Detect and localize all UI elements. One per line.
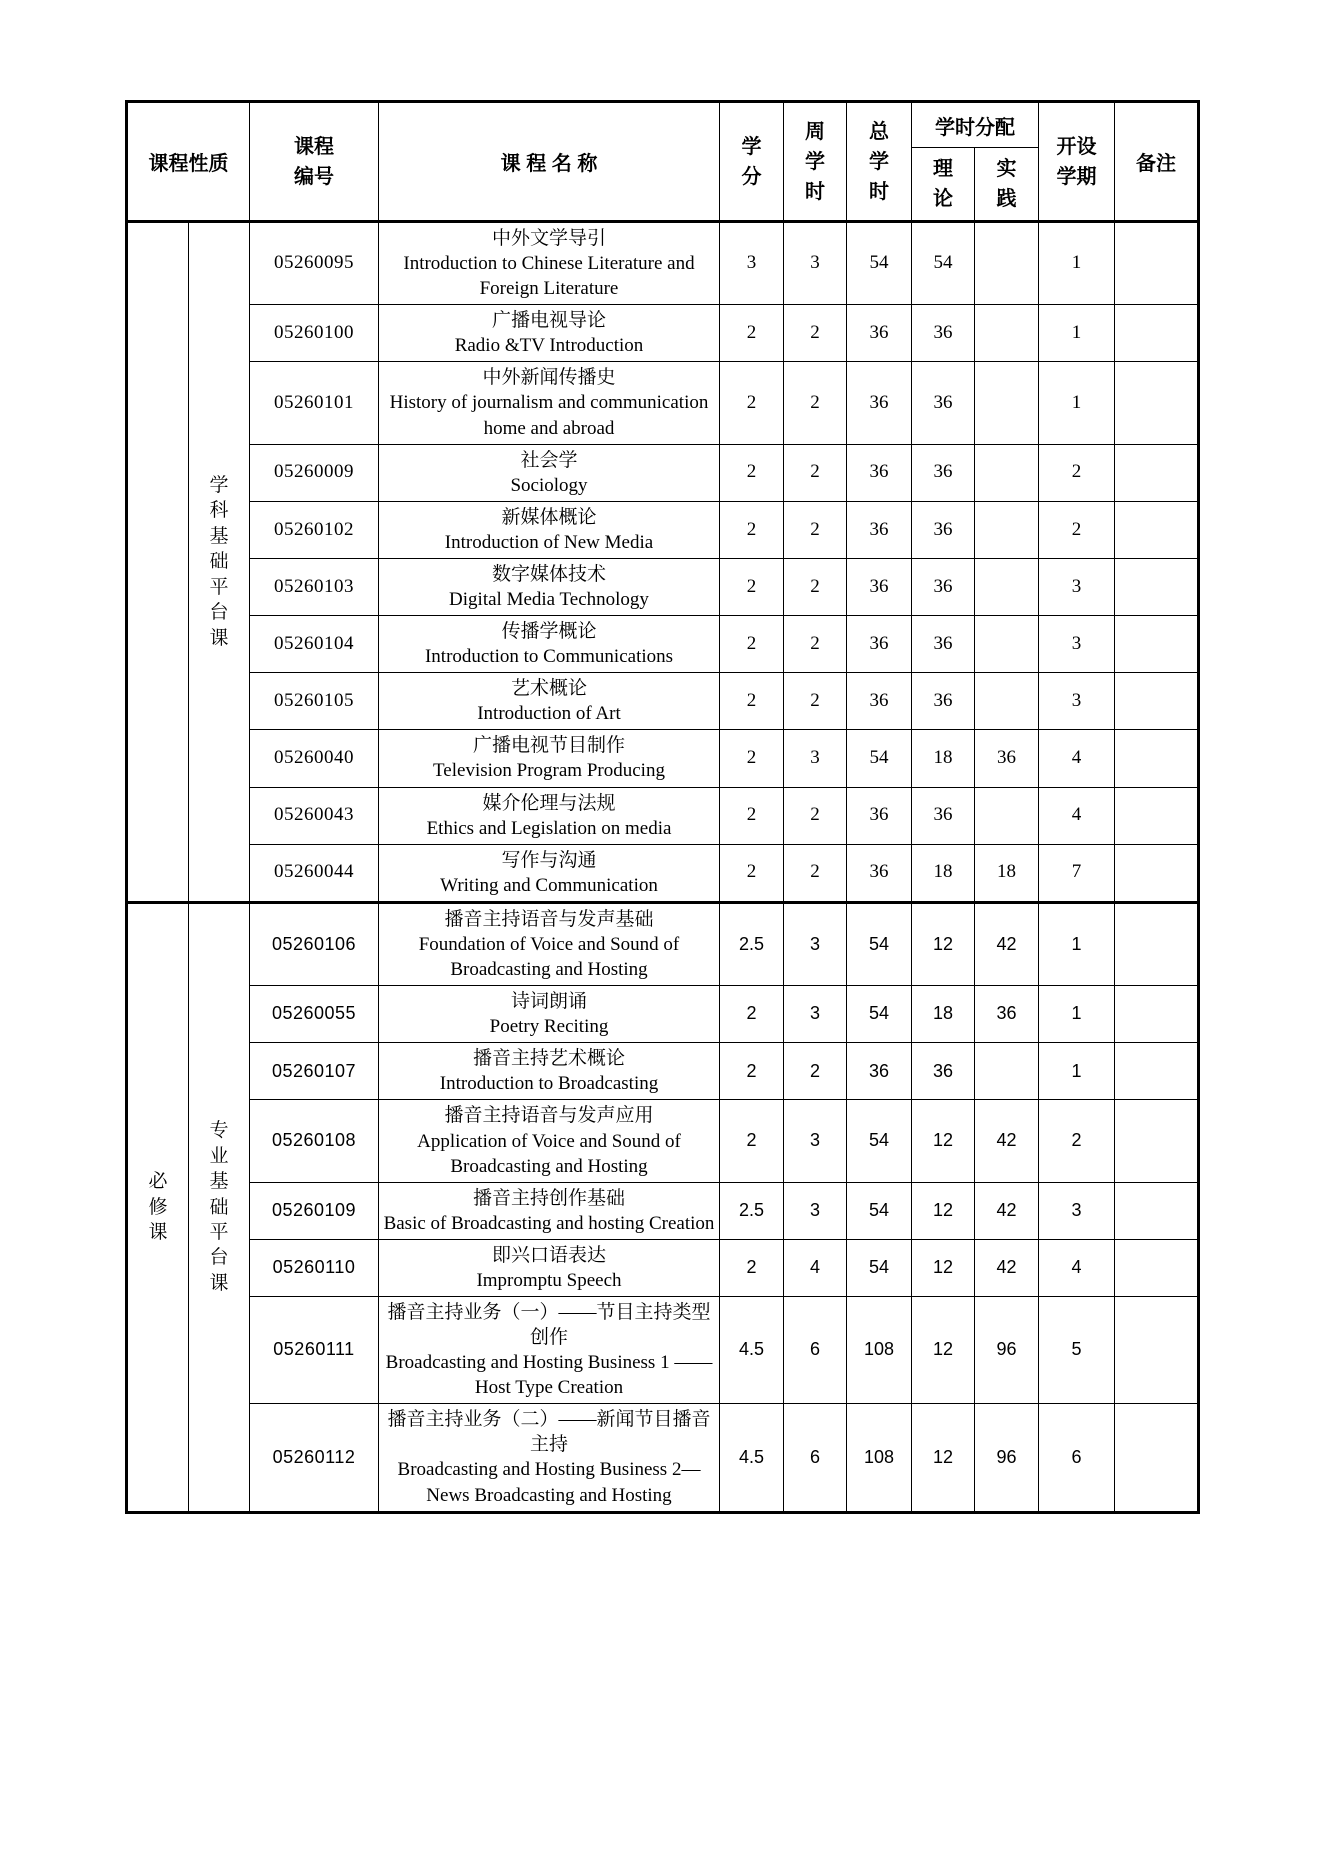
total-hours-cell: 54 — [847, 730, 912, 787]
semester-cell: 3 — [1039, 558, 1115, 615]
remark-cell — [1115, 1182, 1199, 1239]
table-row — [127, 558, 1199, 615]
header-course-nature: 课程性质 — [127, 102, 250, 222]
course-name-cell — [379, 844, 720, 902]
course-code-cell: 05260043 — [250, 787, 379, 844]
course-code-cell: 05260111 — [250, 1296, 379, 1403]
course-nature-cell — [127, 222, 189, 903]
weekly-hours-cell: 2 — [784, 362, 847, 444]
course-name-zh: 播音主持业务（二）——新闻节目播音主持 — [387, 1409, 711, 1456]
weekly-hours-cell: 6 — [784, 1296, 847, 1403]
credits-cell: 2.5 — [720, 902, 784, 985]
total-hours-cell: 36 — [847, 1043, 912, 1100]
total-hours-cell: 36 — [847, 444, 912, 501]
course-name-en: Impromptu Speech — [476, 1269, 622, 1291]
weekly-hours-cell: 2 — [784, 844, 847, 902]
course-name-cell — [379, 1100, 720, 1182]
practice-hours-cell: 96 — [975, 1296, 1039, 1403]
practice-hours-cell: 36 — [975, 986, 1039, 1043]
weekly-hours-cell: 2 — [784, 558, 847, 615]
course-code-cell: 05260107 — [250, 1043, 379, 1100]
credits-cell: 2 — [720, 444, 784, 501]
practice-hours-cell — [975, 787, 1039, 844]
course-name-cell — [379, 1296, 720, 1403]
theory-hours-cell: 36 — [912, 558, 975, 615]
remark-cell — [1115, 1100, 1199, 1182]
practice-hours-cell — [975, 362, 1039, 444]
course-name-cell — [379, 222, 720, 305]
remark-cell — [1115, 558, 1199, 615]
theory-hours-cell: 12 — [912, 902, 975, 985]
course-name-en: Sociology — [510, 474, 588, 496]
total-hours-cell: 36 — [847, 616, 912, 673]
total-hours-cell: 108 — [847, 1296, 912, 1403]
table-row — [127, 1100, 1199, 1182]
course-name-cell — [379, 730, 720, 787]
remark-cell — [1115, 362, 1199, 444]
semester-cell: 5 — [1039, 1296, 1115, 1403]
practice-hours-cell — [975, 616, 1039, 673]
course-name-cell — [379, 1404, 720, 1512]
semester-cell: 4 — [1039, 730, 1115, 787]
table-row — [127, 1043, 1199, 1100]
semester-cell: 1 — [1039, 222, 1115, 305]
course-name-en: Foundation of Voice and Sound of Broadcasting and Hosting — [418, 933, 680, 981]
theory-hours-cell: 12 — [912, 1100, 975, 1182]
total-hours-cell: 54 — [847, 1182, 912, 1239]
course-name-zh: 中外新闻传播史 — [482, 367, 616, 389]
semester-cell: 6 — [1039, 1404, 1115, 1512]
remark-cell — [1115, 1404, 1199, 1512]
weekly-hours-cell: 2 — [784, 305, 847, 362]
theory-hours-cell: 36 — [912, 787, 975, 844]
weekly-hours-cell: 2 — [784, 501, 847, 558]
weekly-hours-cell: 2 — [784, 673, 847, 730]
table-row — [127, 1404, 1199, 1512]
practice-hours-cell — [975, 673, 1039, 730]
course-name-cell — [379, 444, 720, 501]
total-hours-cell: 36 — [847, 673, 912, 730]
course-name-cell — [379, 1239, 720, 1296]
total-hours-cell: 36 — [847, 558, 912, 615]
credits-cell: 2 — [720, 986, 784, 1043]
credits-cell: 2 — [720, 501, 784, 558]
table-row — [127, 444, 1199, 501]
table-row — [127, 787, 1199, 844]
remark-cell — [1115, 444, 1199, 501]
credits-cell: 2.5 — [720, 1182, 784, 1239]
theory-hours-cell: 36 — [912, 501, 975, 558]
course-name-cell — [379, 902, 720, 985]
header-semester: 开设学期 — [1039, 102, 1115, 222]
course-name-cell — [379, 362, 720, 444]
theory-hours-cell: 36 — [912, 1043, 975, 1100]
course-name-zh: 中外文学导引 — [491, 228, 606, 249]
credits-cell: 4.5 — [720, 1296, 784, 1403]
theory-hours-cell: 36 — [912, 616, 975, 673]
remark-cell — [1115, 501, 1199, 558]
remark-cell — [1115, 1296, 1199, 1403]
practice-hours-cell — [975, 305, 1039, 362]
semester-cell: 1 — [1039, 362, 1115, 444]
credits-cell: 2 — [720, 1100, 784, 1182]
credits-cell: 2 — [720, 1043, 784, 1100]
course-name-en: Introduction to Communications — [424, 646, 674, 668]
credits-cell: 2 — [720, 1239, 784, 1296]
credits-cell: 2 — [720, 673, 784, 730]
practice-hours-cell: 42 — [975, 902, 1039, 985]
weekly-hours-cell: 2 — [784, 444, 847, 501]
course-name-en: Introduction of New Media — [444, 531, 654, 553]
practice-hours-cell: 36 — [975, 730, 1039, 787]
weekly-hours-cell: 3 — [784, 222, 847, 305]
semester-cell: 3 — [1039, 673, 1115, 730]
total-hours-cell: 54 — [847, 902, 912, 985]
course-name-en: Radio &TV Introduction — [454, 335, 644, 357]
platform-group-cell — [189, 222, 250, 903]
remark-cell — [1115, 902, 1199, 985]
theory-hours-cell: 36 — [912, 305, 975, 362]
course-name-zh: 播音主持艺术概论 — [472, 1048, 625, 1070]
practice-hours-cell — [975, 1043, 1039, 1100]
table-header — [127, 102, 1199, 222]
table-row — [127, 362, 1199, 444]
header-course-code: 课程编号 — [250, 102, 379, 222]
course-name-zh: 即兴口语表达 — [491, 1244, 606, 1266]
semester-cell: 2 — [1039, 1100, 1115, 1182]
course-code-cell: 05260103 — [250, 558, 379, 615]
course-name-zh: 广播电视导论 — [491, 310, 606, 332]
course-name-zh: 播音主持业务（一）——节目主持类型创作 — [387, 1301, 711, 1349]
semester-cell: 2 — [1039, 444, 1115, 501]
course-name-en: Application of Voice and Sound of Broadcasting and Hosting — [417, 1130, 681, 1177]
table-row — [127, 902, 1199, 985]
course-name-en: Writing and Communication — [440, 874, 658, 896]
course-code-cell: 05260105 — [250, 673, 379, 730]
remark-cell — [1115, 1239, 1199, 1296]
theory-hours-cell: 18 — [912, 730, 975, 787]
weekly-hours-cell: 3 — [784, 1182, 847, 1239]
credits-cell: 2 — [720, 730, 784, 787]
course-name-en: Basic of Broadcasting and hosting Creation — [383, 1212, 715, 1234]
weekly-hours-cell: 4 — [784, 1239, 847, 1296]
course-name-zh: 传播学概论 — [501, 621, 597, 643]
credits-cell: 2 — [720, 362, 784, 444]
total-hours-cell: 54 — [847, 1100, 912, 1182]
course-nature-cell — [127, 902, 189, 1512]
weekly-hours-cell: 2 — [784, 616, 847, 673]
theory-hours-cell: 36 — [912, 362, 975, 444]
course-name-cell — [379, 558, 720, 615]
credits-cell: 4.5 — [720, 1404, 784, 1512]
table-row — [127, 730, 1199, 787]
total-hours-cell: 54 — [847, 986, 912, 1043]
course-code-cell: 05260009 — [250, 444, 379, 501]
remark-cell — [1115, 616, 1199, 673]
header-credits: 学分 — [720, 102, 784, 222]
semester-cell: 4 — [1039, 787, 1115, 844]
course-code-cell: 05260108 — [250, 1100, 379, 1182]
semester-cell: 1 — [1039, 1043, 1115, 1100]
credits-cell: 3 — [720, 222, 784, 305]
course-name-en: Ethics and Legislation on media — [426, 817, 672, 839]
course-name-cell — [379, 1043, 720, 1100]
course-name-zh: 播音主持创作基础 — [472, 1187, 625, 1209]
course-name-en: Digital Media Technology — [449, 589, 649, 611]
course-code-cell: 05260102 — [250, 501, 379, 558]
course-name-en: Introduction of Art — [477, 703, 621, 725]
table-row — [127, 673, 1199, 730]
practice-hours-cell — [975, 558, 1039, 615]
total-hours-cell: 36 — [847, 501, 912, 558]
weekly-hours-cell: 3 — [784, 986, 847, 1043]
course-name-zh: 新媒体概论 — [501, 506, 597, 528]
practice-hours-cell: 96 — [975, 1404, 1039, 1512]
total-hours-cell: 36 — [847, 362, 912, 444]
course-name-zh: 数字媒体技术 — [491, 563, 606, 585]
course-name-zh: 播音主持语音与发声基础 — [444, 908, 654, 930]
theory-hours-cell: 54 — [912, 222, 975, 305]
course-code-cell: 05260040 — [250, 730, 379, 787]
course-name-zh: 诗词朗诵 — [510, 991, 587, 1013]
credits-cell: 2 — [720, 305, 784, 362]
semester-cell: 4 — [1039, 1239, 1115, 1296]
platform-group-cell — [189, 902, 250, 1512]
weekly-hours-cell: 3 — [784, 902, 847, 985]
curriculum-table — [125, 100, 1200, 1514]
course-name-cell — [379, 986, 720, 1043]
total-hours-cell: 54 — [847, 1239, 912, 1296]
theory-hours-cell: 12 — [912, 1404, 975, 1512]
table-row — [127, 222, 1199, 305]
theory-hours-cell: 12 — [912, 1239, 975, 1296]
course-code-cell: 05260106 — [250, 902, 379, 985]
semester-cell: 3 — [1039, 1182, 1115, 1239]
remark-cell — [1115, 844, 1199, 902]
course-name-en: Broadcasting and Hosting Business 1 ——Host Type Creation — [385, 1352, 713, 1399]
table-row — [127, 1182, 1199, 1239]
header-total-hours: 总学时 — [847, 102, 912, 222]
weekly-hours-cell: 3 — [784, 1100, 847, 1182]
header-theory: 理论 — [912, 148, 975, 222]
practice-hours-cell: 42 — [975, 1239, 1039, 1296]
total-hours-cell: 36 — [847, 787, 912, 844]
course-name-en: Introduction to Chinese Literature and Foreign Literature — [403, 253, 695, 300]
course-name-cell — [379, 305, 720, 362]
course-code-cell: 05260095 — [250, 222, 379, 305]
credits-cell: 2 — [720, 558, 784, 615]
weekly-hours-cell: 2 — [784, 1043, 847, 1100]
table-row — [127, 616, 1199, 673]
remark-cell — [1115, 986, 1199, 1043]
semester-cell: 2 — [1039, 501, 1115, 558]
total-hours-cell: 108 — [847, 1404, 912, 1512]
total-hours-cell: 36 — [847, 844, 912, 902]
header-weekly-hours: 周学时 — [784, 102, 847, 222]
remark-cell — [1115, 730, 1199, 787]
remark-cell — [1115, 673, 1199, 730]
practice-hours-cell: 42 — [975, 1100, 1039, 1182]
course-code-cell: 05260110 — [250, 1239, 379, 1296]
table-row — [127, 844, 1199, 902]
course-nature-label: 必修课 — [148, 1171, 168, 1243]
course-name-zh: 播音主持语音与发声应用 — [444, 1105, 654, 1127]
header-remarks: 备注 — [1115, 102, 1199, 222]
semester-cell: 1 — [1039, 305, 1115, 362]
course-name-cell — [379, 616, 720, 673]
course-name-cell — [379, 673, 720, 730]
table-row — [127, 1296, 1199, 1403]
semester-cell: 3 — [1039, 616, 1115, 673]
course-code-cell: 05260044 — [250, 844, 379, 902]
remark-cell — [1115, 222, 1199, 305]
course-code-cell: 05260055 — [250, 986, 379, 1043]
table-body — [127, 222, 1199, 1513]
course-code-cell: 05260109 — [250, 1182, 379, 1239]
course-code-cell: 05260112 — [250, 1404, 379, 1512]
semester-cell: 7 — [1039, 844, 1115, 902]
course-name-zh: 艺术概论 — [510, 678, 587, 700]
practice-hours-cell — [975, 222, 1039, 305]
course-name-en: Broadcasting and Hosting Business 2—News Broadcasting and Hosting — [397, 1459, 701, 1506]
theory-hours-cell: 36 — [912, 673, 975, 730]
header-practice: 实践 — [975, 148, 1039, 222]
theory-hours-cell: 36 — [912, 444, 975, 501]
theory-hours-cell: 18 — [912, 844, 975, 902]
course-name-zh: 媒介伦理与法规 — [482, 792, 616, 814]
semester-cell: 1 — [1039, 986, 1115, 1043]
practice-hours-cell: 18 — [975, 844, 1039, 902]
remark-cell — [1115, 305, 1199, 362]
course-name-cell — [379, 501, 720, 558]
total-hours-cell: 54 — [847, 222, 912, 305]
course-name-zh: 广播电视节目制作 — [472, 735, 625, 757]
course-name-en: Introduction to Broadcasting — [439, 1073, 659, 1095]
table-row — [127, 305, 1199, 362]
course-code-cell: 05260100 — [250, 305, 379, 362]
course-name-cell — [379, 787, 720, 844]
table-row — [127, 1239, 1199, 1296]
table-row — [127, 986, 1199, 1043]
course-name-zh: 写作与沟通 — [501, 849, 597, 871]
header-course-name: 课 程 名 称 — [379, 102, 720, 222]
platform-group-label: 专业基础平台课 — [209, 1120, 229, 1294]
practice-hours-cell: 42 — [975, 1182, 1039, 1239]
course-name-en: Poetry Reciting — [489, 1016, 609, 1038]
total-hours-cell: 36 — [847, 305, 912, 362]
header-hour-allocation: 学时分配 — [912, 102, 1039, 148]
weekly-hours-cell: 2 — [784, 787, 847, 844]
credits-cell: 2 — [720, 787, 784, 844]
course-name-zh: 社会学 — [520, 449, 578, 471]
table-row — [127, 501, 1199, 558]
credits-cell: 2 — [720, 616, 784, 673]
practice-hours-cell — [975, 444, 1039, 501]
weekly-hours-cell: 6 — [784, 1404, 847, 1512]
theory-hours-cell: 12 — [912, 1296, 975, 1403]
course-name-cell — [379, 1182, 720, 1239]
credits-cell: 2 — [720, 844, 784, 902]
course-name-en: Television Program Producing — [433, 760, 665, 782]
semester-cell: 1 — [1039, 902, 1115, 985]
remark-cell — [1115, 1043, 1199, 1100]
course-code-cell: 05260101 — [250, 362, 379, 444]
theory-hours-cell: 18 — [912, 986, 975, 1043]
theory-hours-cell: 12 — [912, 1182, 975, 1239]
weekly-hours-cell: 3 — [784, 730, 847, 787]
course-name-en: History of journalism and communication home and abroad — [389, 392, 709, 439]
practice-hours-cell — [975, 501, 1039, 558]
course-code-cell: 05260104 — [250, 616, 379, 673]
platform-group-label: 学科基础平台课 — [209, 474, 229, 649]
remark-cell — [1115, 787, 1199, 844]
